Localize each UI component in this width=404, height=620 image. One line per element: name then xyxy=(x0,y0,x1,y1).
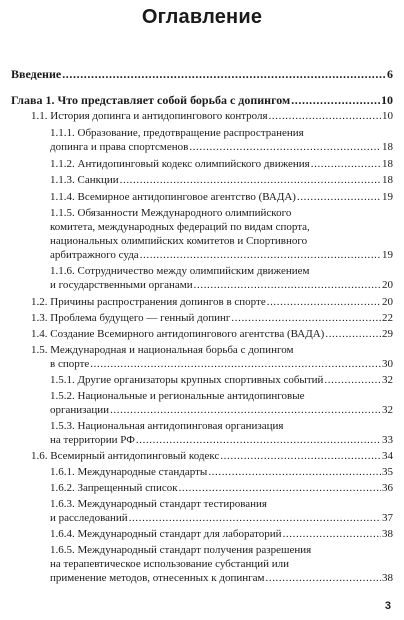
leader-dots xyxy=(220,450,381,463)
toc-page-number: 20 xyxy=(382,279,393,291)
leader-dots xyxy=(291,94,380,107)
toc-entry-title: организации xyxy=(50,404,110,416)
page-title: Оглавление xyxy=(141,6,263,28)
toc-entry-title: на территории РФ xyxy=(50,434,135,446)
toc-entry-title: допинга и права спортсменов xyxy=(50,141,189,153)
toc-entry-title: применение методов, отнесенных к допингам xyxy=(50,572,265,584)
leader-dots xyxy=(62,68,386,81)
leader-dots xyxy=(208,466,381,479)
toc-page-number: 18 xyxy=(382,141,393,153)
leader-dots xyxy=(324,374,381,387)
toc-page-number: 38 xyxy=(382,572,393,584)
toc-entry-1-1 xyxy=(31,110,393,123)
toc-entry-title: 1.1.3. Санкции xyxy=(50,174,119,186)
toc-entry-1-4 xyxy=(31,328,393,341)
leader-dots xyxy=(325,328,381,341)
toc-entry-1-5-3-line1: 1.5.3. Национальная антидопинговая организация xyxy=(50,420,284,432)
leader-dots xyxy=(189,141,381,154)
toc-entry-1-6-3 xyxy=(50,512,393,525)
toc-entry-1-6-5-line2: на терапевтическое использование субстанций или xyxy=(50,558,290,570)
toc-page-number: 38 xyxy=(382,528,393,540)
toc-page-number: 19 xyxy=(382,249,393,261)
toc-entry-title: 1.6.1. Международные стандарты xyxy=(50,466,208,478)
leader-dots xyxy=(90,358,381,371)
leader-dots xyxy=(311,158,381,171)
toc-entry-title: 1.1.4. Всемирное антидопинговое агентство (ВАДА) xyxy=(50,191,296,203)
page-number: 3 xyxy=(384,600,391,612)
toc-entry-title: Глава 1. Что представляет собой борьба с допингом xyxy=(11,93,291,107)
toc-entry-1-1-6 xyxy=(50,279,393,292)
toc-page-number: 30 xyxy=(382,358,393,370)
toc-entry-1-1-5-line3: национальных олимпийских комитетов и Спортивного xyxy=(50,235,308,247)
leader-dots xyxy=(267,296,381,309)
toc-entry-title: 1.4. Создание Всемирного антидопингового агентства (ВАДА) xyxy=(31,328,325,340)
toc-entry-1-5-2-line1: 1.5.2. Национальные и региональные антидопинговые xyxy=(50,390,305,402)
leader-dots xyxy=(194,279,381,292)
toc-entry-1-1-1-line1: 1.1.1. Образование, предотвращение распространения xyxy=(50,127,304,139)
toc-entry-1-1-5-line2: комитета, международных федераций по видам спорта, xyxy=(50,221,310,233)
toc-page-number: 29 xyxy=(382,328,393,340)
toc-entry-1-1-3 xyxy=(50,174,393,187)
toc-page-number: 32 xyxy=(382,374,393,386)
toc-entry-1-5-1 xyxy=(50,374,393,387)
leader-dots xyxy=(140,249,381,262)
toc-entry-title: 1.1.2. Антидопинговый кодекс олимпийского движения xyxy=(50,158,310,170)
toc-entry-1-3 xyxy=(31,312,393,325)
toc-entry-title: 1.6.4. Международный стандарт для лабораторий xyxy=(50,528,282,540)
toc-entry-chapter-1 xyxy=(11,94,393,107)
toc-entry-title: арбитражного суда xyxy=(50,249,139,261)
toc-page-number: 10 xyxy=(381,93,393,107)
toc-page-number: 6 xyxy=(387,67,393,81)
toc-page-number: 18 xyxy=(382,174,393,186)
toc-entry-1-1-2 xyxy=(50,158,393,171)
toc-entry-title: 1.1. История допинга и антидопингового контроля xyxy=(31,110,268,122)
toc-entry-title: 1.6. Всемирный антидопинговый кодекс xyxy=(31,450,220,462)
toc-entry-1-2 xyxy=(31,296,393,309)
toc-entry-1-1-4 xyxy=(50,191,393,204)
toc-entry-title: 1.3. Проблема будущего — генный допинг xyxy=(31,312,231,324)
toc-entry-1-5-line1: 1.5. Международная и национальная борьба с допингом xyxy=(31,344,294,356)
toc-entry-title: и расследований xyxy=(50,512,128,524)
toc-entry-1-6-2 xyxy=(50,482,393,495)
toc-entry-1-6-5-line1: 1.6.5. Международный стандарт получения разрешения xyxy=(50,544,312,556)
toc-entry-title: в спорте xyxy=(50,358,90,370)
leader-dots xyxy=(269,110,381,123)
toc-page-number: 19 xyxy=(382,191,393,203)
toc-page-number: 37 xyxy=(382,512,393,524)
toc-page-number: 35 xyxy=(382,466,393,478)
toc-page-number: 32 xyxy=(382,404,393,416)
toc-entry-title: Введение xyxy=(11,67,62,81)
toc-entry-1-1-1 xyxy=(50,141,393,154)
toc-page-number: 10 xyxy=(382,110,393,122)
toc-entry-1-6-4 xyxy=(50,528,393,541)
toc-entry-1-6 xyxy=(31,450,393,463)
leader-dots xyxy=(179,482,381,495)
leader-dots xyxy=(120,174,381,187)
toc-page-number: 22 xyxy=(382,312,393,324)
leader-dots xyxy=(283,528,381,541)
toc-page-number: 20 xyxy=(382,296,393,308)
toc-page-number: 33 xyxy=(382,434,393,446)
toc-entry-1-1-6-line1: 1.1.6. Сотрудничество между олимпийским движением xyxy=(50,265,310,277)
toc-entry-1-5-3 xyxy=(50,434,393,447)
leader-dots xyxy=(136,434,381,447)
leader-dots xyxy=(110,404,381,417)
toc-page-number: 36 xyxy=(382,482,393,494)
toc-entry-1-5 xyxy=(50,358,393,371)
toc-entry-1-6-1 xyxy=(50,466,393,479)
leader-dots xyxy=(231,312,381,325)
toc-entry-1-5-2 xyxy=(50,404,393,417)
leader-dots xyxy=(266,572,382,585)
toc-entry-1-6-5 xyxy=(50,572,393,585)
toc-page-number: 34 xyxy=(382,450,393,462)
toc-entry-1-1-5-line1: 1.1.5. Обязанности Международного олимпийского xyxy=(50,207,292,219)
toc-entry-title: и государственными органами xyxy=(50,279,193,291)
toc-entry-1-1-5 xyxy=(50,249,393,262)
toc-entry-1-6-3-line1: 1.6.3. Международный стандарт тестирования xyxy=(50,498,267,510)
toc-entry-title: 1.6.2. Запрещенный список xyxy=(50,482,178,494)
leader-dots xyxy=(129,512,381,525)
toc-entry-intro xyxy=(11,68,393,81)
toc-page-number: 18 xyxy=(382,158,393,170)
toc-entry-title: 1.5.1. Другие организаторы крупных спортивных событий xyxy=(50,374,324,386)
leader-dots xyxy=(297,191,381,204)
toc-entry-title: 1.2. Причины распространения допингов в спорте xyxy=(31,296,266,308)
